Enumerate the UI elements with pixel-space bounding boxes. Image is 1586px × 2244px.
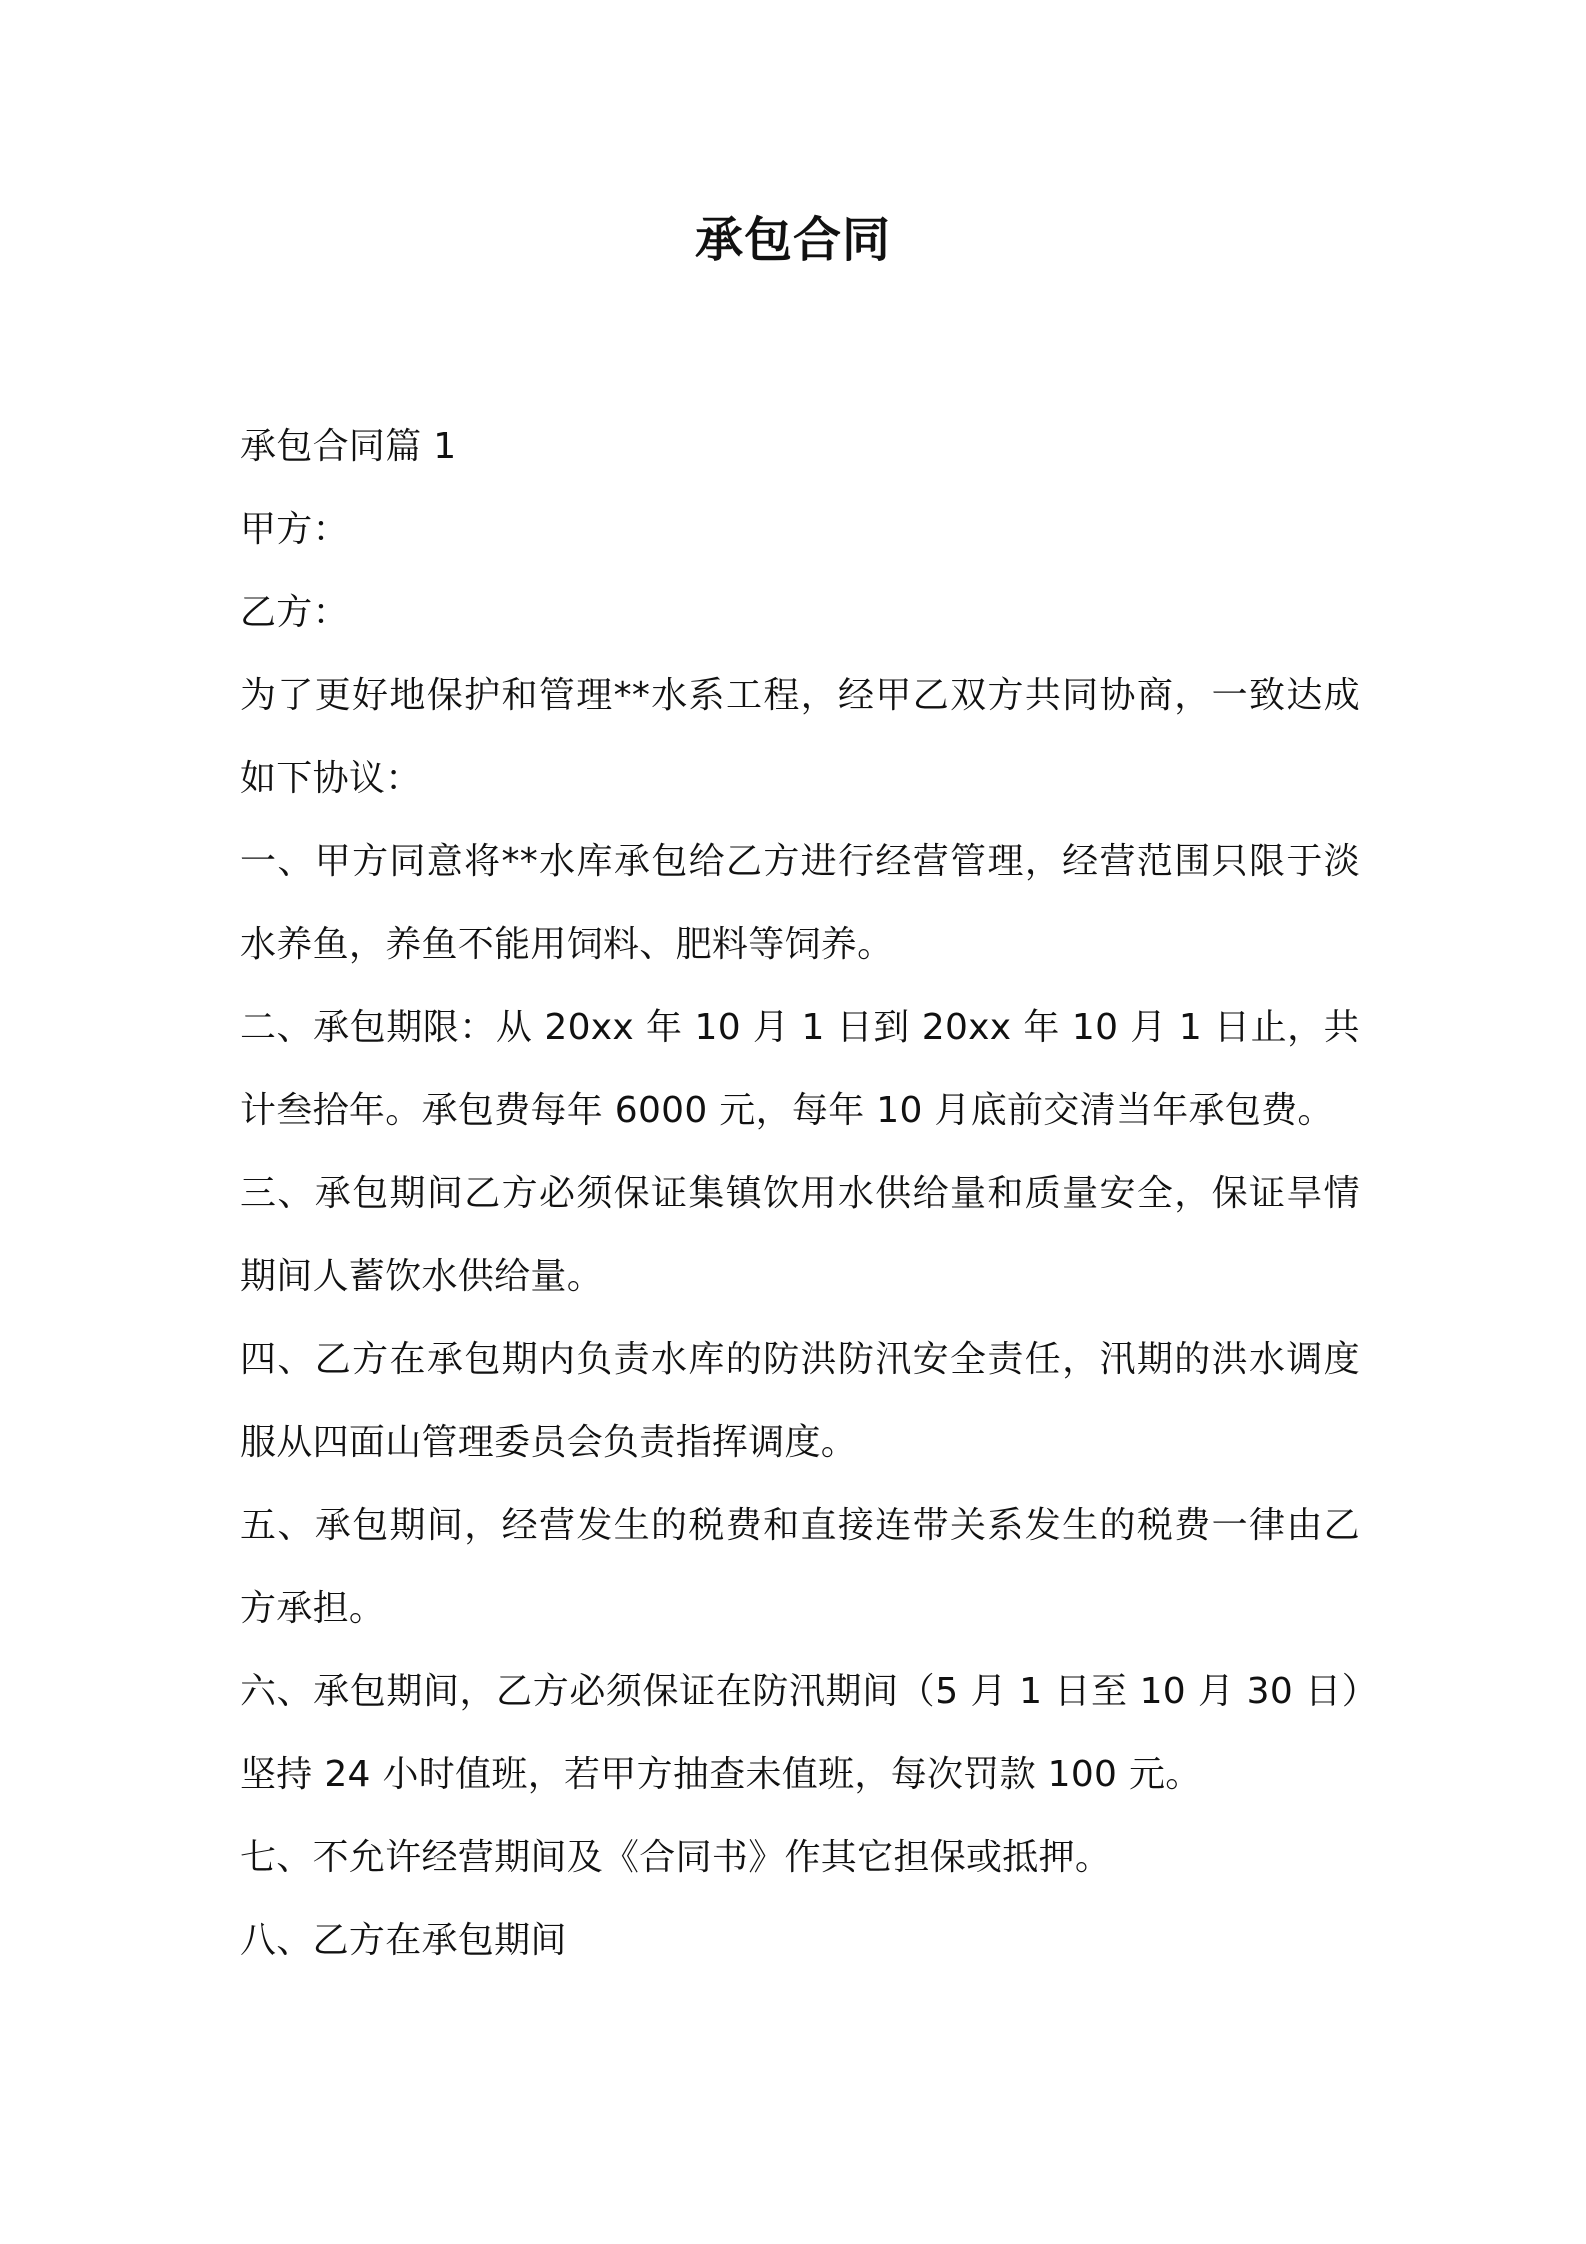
clause-3: 三、承包期间乙方必须保证集镇饮用水供给量和质量安全，保证旱情期间人蓄饮水供给量。 [240,1173,1360,1297]
clause-2: 二、承包期限：从 20xx 年 10 月 1 日到 20xx 年 10 月 1 日止，共计叁拾年。承包费每年 6000 元，每年 10 月底前交清当年承包费。 [240,1007,1360,1131]
clause-7: 七、不允许经营期间及《合同书》作其它担保或抵押。 [240,1837,1112,1878]
document-body [240,405,1360,1982]
party-a-line: 甲方： [240,509,349,550]
clause-1: 一、甲方同意将**水库承包给乙方进行经营管理，经营范围只限于淡水养鱼，养鱼不能用饲料、肥料等饲养。 [240,841,1360,965]
preamble-paragraph: 为了更好地保护和管理**水系工程，经甲乙双方共同协商，一致达成如下协议： [240,675,1360,799]
clause-4: 四、乙方在承包期内负责水库的防洪防汛安全责任，汛期的洪水调度服从四面山管理委员会负责指挥调度。 [240,1339,1360,1463]
clause-8: 八、乙方在承包期间 [240,1920,567,1961]
clause-5: 五、承包期间，经营发生的税费和直接连带关系发生的税费一律由乙方承担。 [240,1505,1360,1629]
party-b-line: 乙方： [240,592,349,633]
clause-6: 六、承包期间，乙方必须保证在防汛期间（5 月 1 日至 10 月 30 日）坚持 24 小时值班，若甲方抽查未值班，每次罚款 100 元。 [240,1671,1360,1795]
section-heading: 承包合同篇 1 [240,426,457,467]
document-title: 承包合同 [694,212,891,268]
